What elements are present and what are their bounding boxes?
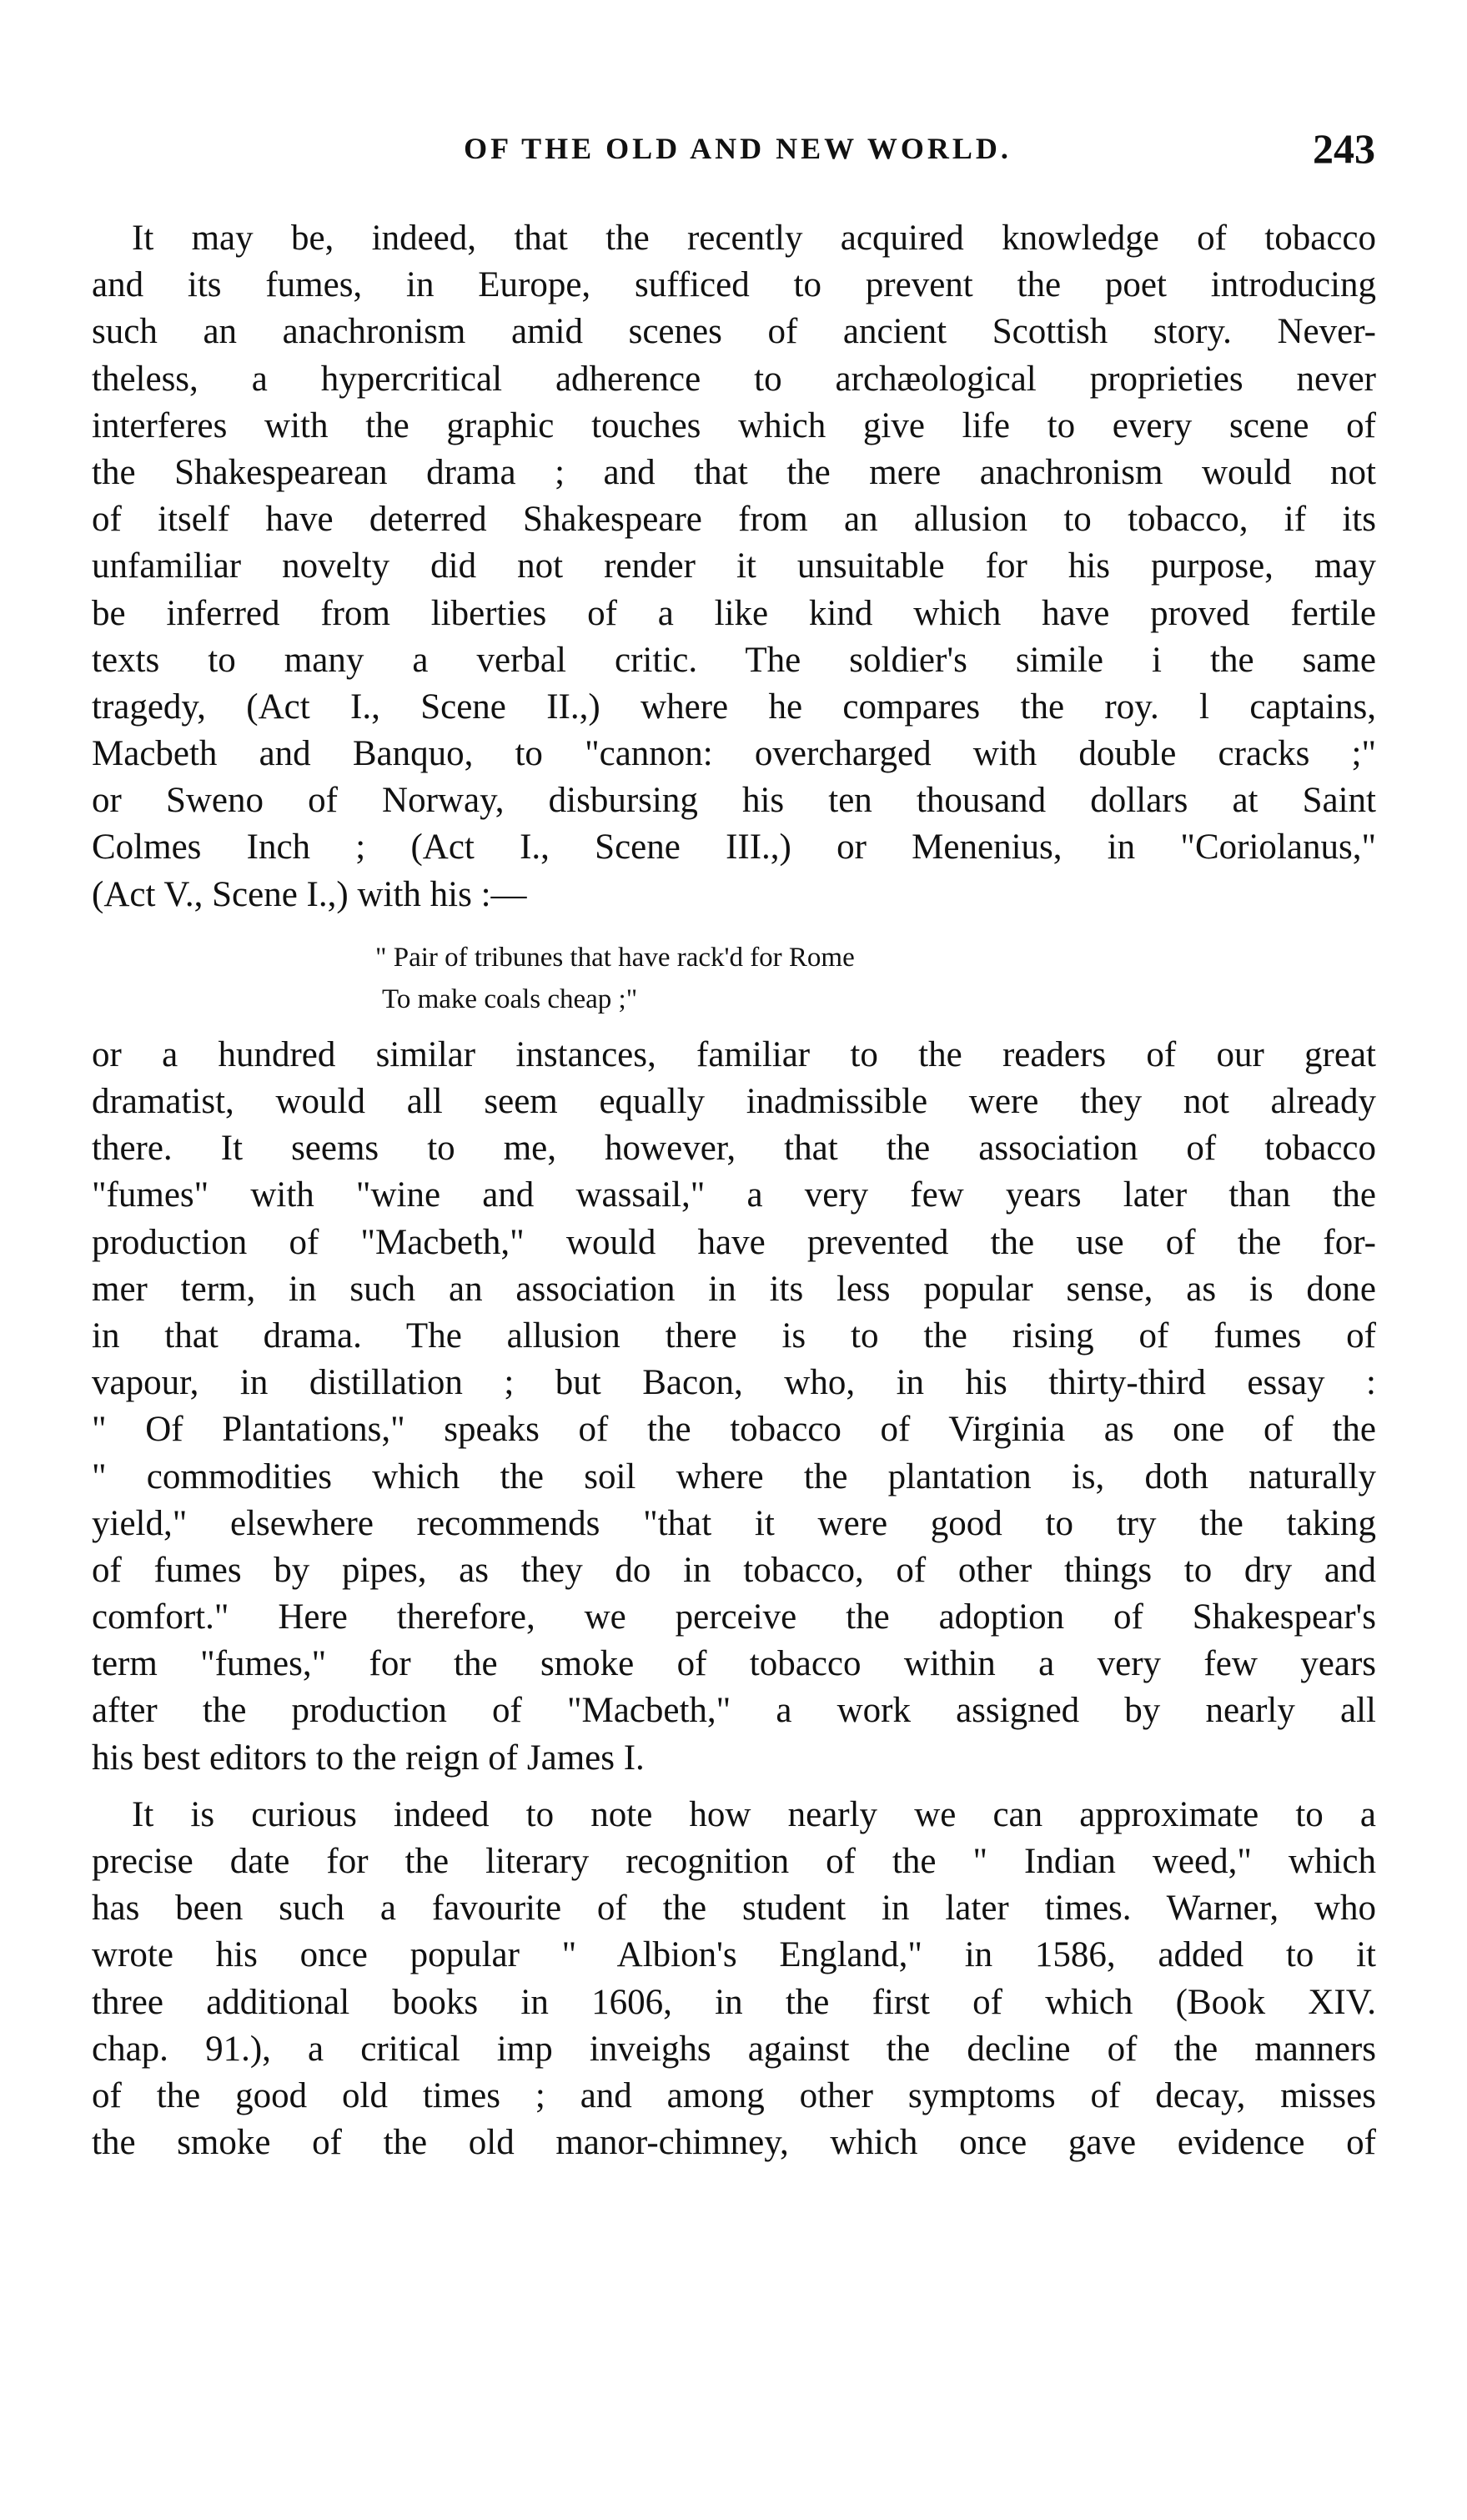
- text-line: has been such a favourite of the student in later times. Warner, who: [92, 1889, 1376, 1929]
- text-line: Colmes Inch ; (Act I., Scene III.,) or Menenius, in "Coriolanus,": [92, 827, 1376, 868]
- text-line: dramatist, would all seem equally inadmissible were they not already: [92, 1082, 1376, 1121]
- text-line: precise date for the literary recognition of the " Indian weed," which: [92, 1842, 1376, 1881]
- text-line: after the production of "Macbeth," a work assigned by nearly all: [92, 1691, 1376, 1731]
- text-line: " commodities which the soil where the plantation is, doth naturally: [92, 1456, 1376, 1496]
- text-line: three additional books in 1606, in the first of which (Book XIV.: [92, 1982, 1376, 2022]
- text-line: the Shakespearean drama ; and that the mere anachronism would not: [92, 452, 1376, 492]
- text-line: or a hundred similar instances, familiar to the readers of our great: [92, 1034, 1376, 1074]
- text-line: theless, a hypercritical adherence to archæological proprieties never: [92, 359, 1376, 399]
- text-line: chap. 91.), a critical imp inveighs against the decline of the manners: [92, 2029, 1376, 2069]
- text-line: It is curious indeed to note how nearly we can approximate to a: [132, 1794, 1376, 1834]
- text-line: of the good old times ; and among other symptoms of decay, misses: [92, 2075, 1376, 2115]
- quote-line: " Pair of tribunes that have rack'd for Rome: [375, 942, 855, 973]
- text-line: there. It seems to me, however, that the association of tobacco: [92, 1129, 1376, 1169]
- text-line: in that drama. The allusion there is to the rising of fumes of: [92, 1315, 1376, 1356]
- text-line: texts to many a verbal critic. The soldier's simile i the same: [92, 640, 1376, 680]
- text-line: production of "Macbeth," would have prevented the use of the for-: [92, 1222, 1376, 1262]
- text-line: comfort." Here therefore, we perceive the adoption of Shakespear's: [92, 1597, 1376, 1637]
- text-line: of itself have deterred Shakespeare from an allusion to tobacco, if its: [92, 500, 1376, 540]
- text-line: "fumes" with "wine and wassail," a very few years later than the: [92, 1175, 1376, 1215]
- text-line: be inferred from liberties of a like kind which have proved fertile: [92, 593, 1376, 633]
- body-text: [92, 215, 1376, 2166]
- text-line: the smoke of the old manor-chimney, which once gave evidence of: [92, 2123, 1376, 2163]
- text-line: yield," elsewhere recommends "that it were good to try the taking: [92, 1503, 1376, 1543]
- text-line: and its fumes, in Europe, sufficed to prevent the poet introducing: [92, 265, 1376, 305]
- text-line: It may be, indeed, that the recently acquired knowledge of tobacco: [132, 219, 1376, 258]
- text-line: mer term, in such an association in its less popular sense, as is done: [92, 1269, 1376, 1309]
- text-line: term "fumes," for the smoke of tobacco within a very few years: [92, 1644, 1376, 1684]
- running-title: OF THE OLD AND NEW WORLD.: [464, 132, 1012, 165]
- text-line: Macbeth and Banquo, to "cannon: overcharged with double cracks ;": [92, 734, 1376, 774]
- text-line: such an anachronism amid scenes of ancient Scottish story. Never-: [92, 312, 1376, 352]
- running-head: [100, 123, 1375, 174]
- text-line: his best editors to the reign of James I.: [92, 1738, 645, 1778]
- text-line: tragedy, (Act I., Scene II.,) where he compares the roy. l captains,: [92, 687, 1376, 727]
- text-line: wrote his once popular " Albion's England," in 1586, added to it: [92, 1935, 1376, 1975]
- text-line: interferes with the graphic touches which give life to every scene of: [92, 405, 1376, 445]
- text-line: " Of Plantations," speaks of the tobacco of Virginia as one of the: [92, 1410, 1376, 1450]
- text-line: (Act V., Scene I.,) with his :—: [92, 874, 527, 914]
- text-line: vapour, in distillation ; but Bacon, who, in his thirty-third essay :: [92, 1363, 1376, 1403]
- page-number: 243: [1313, 125, 1375, 172]
- text-line: or Sweno of Norway, disbursing his ten thousand dollars at Saint: [92, 781, 1376, 821]
- block-quote: [375, 937, 1376, 1020]
- quote-line: To make coals cheap ;": [382, 983, 638, 1014]
- text-line: of fumes by pipes, as they do in tobacco, of other things to dry and: [92, 1550, 1376, 1590]
- text-line: unfamiliar novelty did not render it unsuitable for his purpose, may: [92, 546, 1376, 586]
